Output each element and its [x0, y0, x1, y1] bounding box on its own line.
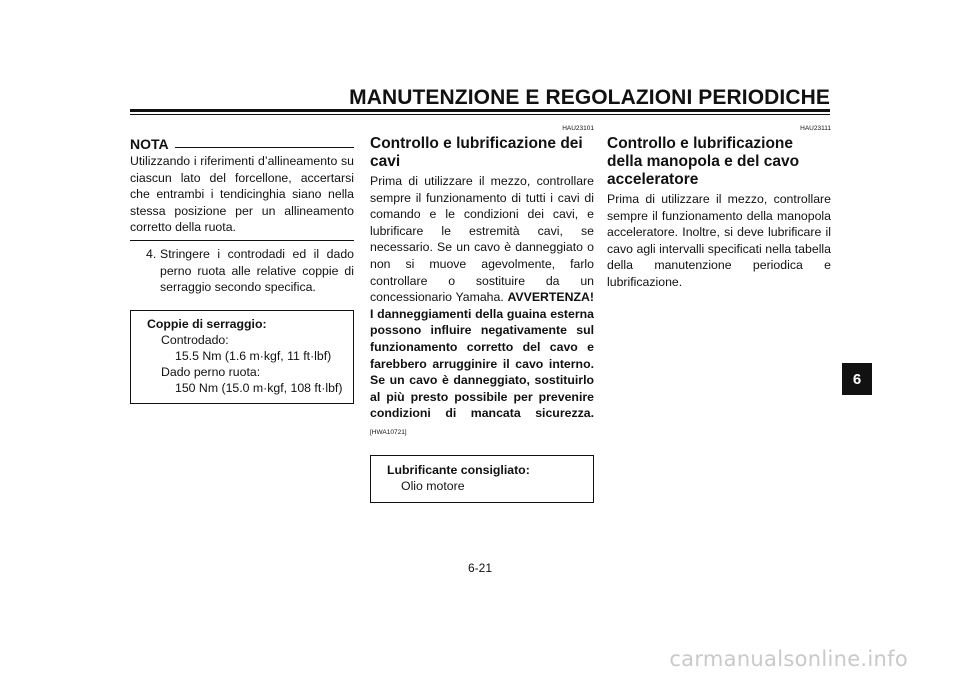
- note-heading: [130, 136, 354, 153]
- torque-item2-label: Dado perno ruota:: [161, 364, 261, 379]
- lubricant-value: Olio motore: [401, 478, 465, 493]
- torque-spec-box: [130, 310, 354, 404]
- section-body-text: Prima di utilizzare il mezzo, controllare sempre il funzionamento di tutti i cavi di comando e le condizioni dei cavi, e lubrificare le estremità cavi, se necessario. Se un cavo è danneggiato o non si muove agevolmente, farlo controllare o sostituire da un concessionario Yamaha.: [370, 174, 594, 305]
- step-number: 4.: [146, 246, 157, 261]
- section-code: HAU23101: [562, 125, 594, 132]
- note-heading-rule: [175, 147, 354, 148]
- watermark: carmanualsonline.info: [669, 647, 908, 671]
- column-right: [607, 124, 831, 291]
- header-rule-thick: [130, 109, 830, 112]
- section-title: Controllo e lubrificazione dei cavi: [370, 135, 583, 170]
- column-middle: [370, 124, 594, 503]
- torque-item1-value: 15.5 Nm (1.6 m·kgf, 11 ft·lbf): [175, 348, 332, 363]
- section-body: Prima di utilizzare il mezzo, controllare sempre il funzionamento della manopola acceleratore. Inoltre, si deve lubrificare il cavo agli intervalli specificati nella tabella della manutenzione periodica e lubrificazione.: [607, 192, 831, 289]
- step-text: Stringere i controdadi ed il dado perno ruota alle relative coppie di serraggio secondo specifica.: [160, 246, 354, 295]
- section-title: Controllo e lubrificazione della manopola e del cavo acceleratore: [607, 135, 800, 188]
- note-label: NOTA: [130, 136, 169, 153]
- column-left: [130, 124, 354, 404]
- lubricant-box: [370, 455, 594, 503]
- header-rule-thin: [130, 114, 830, 115]
- note-end-rule: [130, 240, 354, 241]
- torque-item2-value: 150 Nm (15.0 m·kgf, 108 ft·lbf): [175, 380, 343, 395]
- warning-code: [HWA10721]: [370, 428, 407, 436]
- page-number: 6-21: [467, 561, 493, 575]
- torque-box-title: Coppie di serraggio:: [147, 316, 267, 331]
- torque-item1-label: Controdado:: [161, 332, 229, 347]
- step-item: [130, 246, 354, 296]
- section-code: HAU23111: [800, 125, 831, 132]
- chapter-tab: 6: [842, 363, 872, 395]
- lubricant-box-title: Lubrificante consigliato:: [387, 462, 530, 477]
- page-header-title: MANUTENZIONE E REGOLAZIONI PERIODICHE: [349, 86, 830, 109]
- note-text: Utilizzando i riferimenti d’allineamento su ciascun lato del forcellone, accertarsi che entrambi i tendicinghia siano nella stessa posizione per un allineamento corretto della ruota.: [130, 154, 354, 235]
- section-body: [370, 173, 594, 442]
- warning-text: AVVERTENZA! I danneggiamenti della guaina esterna possono influire negativamente sul funzionamento corretto del cavo e farebbero arrugginire il cavo interno. Se un cavo è danneggiato, sostituirlo al più presto possibile per prevenire condizioni di mancata sicurezza.: [370, 290, 594, 421]
